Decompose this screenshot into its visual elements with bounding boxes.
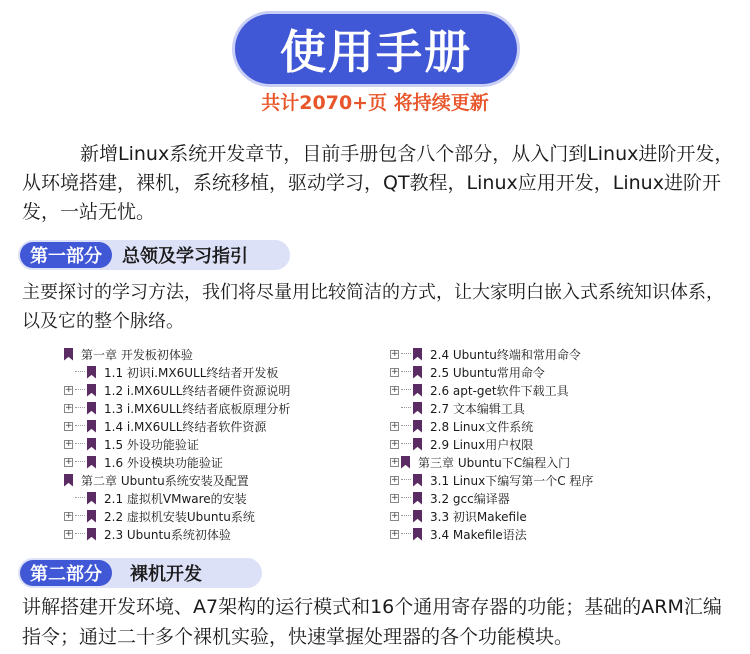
intro-paragraph: 新增Linux系统开发章节，目前手册包含八个部分，从入门到Linux进阶开发，从环境搭建，裸机，系统移植，驱动学习，QT教程，Linux应用开发，Linux进阶开发，一站无忧。 bbox=[22, 143, 734, 223]
toc-item[interactable] bbox=[64, 381, 290, 399]
expand-icon[interactable]: + bbox=[391, 420, 399, 431]
toc-item[interactable] bbox=[390, 453, 593, 471]
toc-item-label: 1.2 i.MX6ULL终结者硬件资源说明 bbox=[104, 383, 291, 398]
bookmark-icon bbox=[413, 492, 422, 505]
toc-item-label: 1.4 i.MX6ULL终结者软件资源 bbox=[104, 419, 267, 434]
tree-connector bbox=[75, 371, 85, 373]
page-title: 使用手册 bbox=[235, 14, 517, 84]
bookmark-icon bbox=[87, 528, 96, 541]
bookmark-icon bbox=[413, 402, 422, 415]
toc-item-label: 1.1 初识i.MX6ULL终结者开发板 bbox=[104, 365, 279, 380]
toc-item[interactable] bbox=[390, 471, 593, 489]
tree-connector bbox=[75, 407, 85, 409]
toc-item-label: 第二章 Ubuntu系统安装及配置 bbox=[81, 473, 249, 488]
toc-left bbox=[64, 345, 290, 543]
toc-item-label: 2.8 Linux文件系统 bbox=[430, 419, 534, 434]
part2-header bbox=[18, 558, 262, 588]
expand-icon[interactable]: + bbox=[391, 528, 399, 539]
toc-item-label: 2.6 apt-get软件下载工具 bbox=[430, 383, 569, 398]
tree-connector bbox=[75, 515, 85, 517]
toc-item[interactable] bbox=[64, 525, 290, 543]
toc-item[interactable] bbox=[64, 435, 290, 453]
toc-item-label: 2.1 虚拟机VMware的安装 bbox=[104, 491, 247, 506]
bookmark-icon bbox=[413, 528, 422, 541]
part2-tag: 第二部分 bbox=[20, 560, 112, 586]
bookmark-icon bbox=[413, 510, 422, 523]
toc-right bbox=[390, 345, 593, 543]
toc-item[interactable] bbox=[64, 363, 290, 381]
toc-item-label: 3.1 Linux下编写第一个C 程序 bbox=[430, 473, 594, 488]
expand-icon[interactable]: + bbox=[391, 510, 399, 521]
expand-icon[interactable]: + bbox=[65, 510, 73, 521]
expand-icon[interactable]: + bbox=[391, 474, 399, 485]
tree-connector bbox=[401, 497, 411, 499]
tree-connector bbox=[401, 389, 411, 391]
bookmark-icon bbox=[87, 420, 96, 433]
bookmark-icon bbox=[87, 366, 96, 379]
part2-title: 裸机开发 bbox=[130, 564, 202, 585]
toc-item-label: 3.4 Makefile语法 bbox=[430, 527, 527, 542]
expand-icon[interactable]: + bbox=[65, 384, 73, 395]
bookmark-icon bbox=[87, 402, 96, 415]
bookmark-icon bbox=[413, 366, 422, 379]
toc-item[interactable] bbox=[64, 417, 290, 435]
tree-connector bbox=[75, 443, 85, 445]
tree-connector bbox=[401, 353, 411, 355]
toc-item[interactable] bbox=[390, 345, 593, 363]
toc-item[interactable] bbox=[64, 507, 290, 525]
toc-item[interactable] bbox=[390, 525, 593, 543]
bookmark-icon bbox=[87, 456, 96, 469]
tree-connector bbox=[401, 515, 411, 517]
toc-item-label: 3.2 gcc编译器 bbox=[430, 491, 510, 506]
tree-connector bbox=[75, 497, 85, 499]
expand-icon[interactable]: + bbox=[391, 456, 399, 467]
toc-item[interactable] bbox=[64, 471, 290, 489]
expand-icon[interactable]: + bbox=[391, 366, 399, 377]
toc-item[interactable] bbox=[390, 363, 593, 381]
toc-item-label: 2.7 文本编辑工具 bbox=[430, 401, 525, 416]
bookmark-icon bbox=[401, 456, 410, 469]
part1-title: 总领及学习指引 bbox=[122, 246, 248, 267]
expand-icon[interactable]: + bbox=[65, 420, 73, 431]
expand-icon[interactable]: + bbox=[65, 438, 73, 449]
toc-item-label: 第一章 开发板初体验 bbox=[81, 347, 193, 362]
toc-item[interactable] bbox=[64, 453, 290, 471]
toc-item[interactable] bbox=[390, 507, 593, 525]
toc-item-label: 2.4 Ubuntu终端和常用命令 bbox=[430, 347, 581, 362]
tree-connector bbox=[75, 389, 85, 391]
expand-icon[interactable]: + bbox=[65, 402, 73, 413]
toc-item[interactable] bbox=[64, 489, 290, 507]
toc-item-label: 1.5 外设功能验证 bbox=[104, 437, 199, 452]
tree-connector bbox=[401, 425, 411, 427]
toc-item-label: 1.6 外设模块功能验证 bbox=[104, 455, 223, 470]
toc-item-label: 2.2 虚拟机安装Ubuntu系统 bbox=[104, 509, 255, 524]
toc-item-label: 2.9 Linux用户权限 bbox=[430, 437, 534, 452]
bookmark-icon bbox=[413, 384, 422, 397]
toc-item[interactable] bbox=[390, 435, 593, 453]
tree-connector bbox=[75, 533, 85, 535]
toc-item-label: 2.3 Ubuntu系统初体验 bbox=[104, 527, 231, 542]
part1-tag: 第一部分 bbox=[20, 242, 112, 268]
toc-item-label: 1.3 i.MX6ULL终结者底板原理分析 bbox=[104, 401, 291, 416]
tree-connector bbox=[75, 425, 85, 427]
bookmark-icon bbox=[413, 438, 422, 451]
bookmark-icon bbox=[64, 348, 73, 361]
toc-item[interactable] bbox=[390, 381, 593, 399]
tree-connector bbox=[401, 533, 411, 535]
bookmark-icon bbox=[87, 492, 96, 505]
toc-item-label: 2.5 Ubuntu常用命令 bbox=[430, 365, 545, 380]
bookmark-icon bbox=[87, 438, 96, 451]
tree-connector bbox=[401, 479, 411, 481]
part2-description: 讲解搭建开发环境、A7架构的运行模式和16个通用寄存器的功能；基础的ARM汇编指令；通过二十多个裸机实验，快速掌握处理器的各个功能模块。 bbox=[22, 596, 722, 648]
part1-description: 主要探讨的学习方法，我们将尽量用比较简洁的方式，让大家明白嵌入式系统知识体系，以及它的整个脉络。 bbox=[22, 282, 724, 332]
tree-connector bbox=[75, 461, 85, 463]
expand-icon[interactable]: + bbox=[391, 438, 399, 449]
expand-icon[interactable]: + bbox=[391, 492, 399, 503]
expand-icon[interactable]: + bbox=[391, 384, 399, 395]
expand-icon[interactable]: + bbox=[65, 528, 73, 539]
toc-item[interactable] bbox=[390, 417, 593, 435]
bookmark-icon bbox=[64, 474, 73, 487]
toc-item[interactable] bbox=[64, 399, 290, 417]
toc-item[interactable] bbox=[64, 345, 290, 363]
toc-item-label: 第三章 Ubuntu下C编程入门 bbox=[418, 455, 571, 470]
part1-header bbox=[18, 240, 290, 270]
bookmark-icon bbox=[413, 420, 422, 433]
bookmark-icon bbox=[87, 384, 96, 397]
tree-connector bbox=[401, 443, 411, 445]
toc-item[interactable] bbox=[390, 489, 593, 507]
tree-connector bbox=[401, 371, 411, 373]
tree-connector bbox=[401, 407, 411, 409]
toc-item-label: 3.3 初识Makefile bbox=[430, 509, 527, 524]
bookmark-icon bbox=[87, 510, 96, 523]
expand-icon[interactable]: + bbox=[391, 348, 399, 359]
bookmark-icon bbox=[413, 348, 422, 361]
bookmark-icon bbox=[413, 474, 422, 487]
page-subtitle: 共计2070+页 将持续更新 bbox=[261, 92, 489, 114]
toc-item[interactable] bbox=[390, 399, 593, 417]
expand-icon[interactable]: + bbox=[65, 456, 73, 467]
